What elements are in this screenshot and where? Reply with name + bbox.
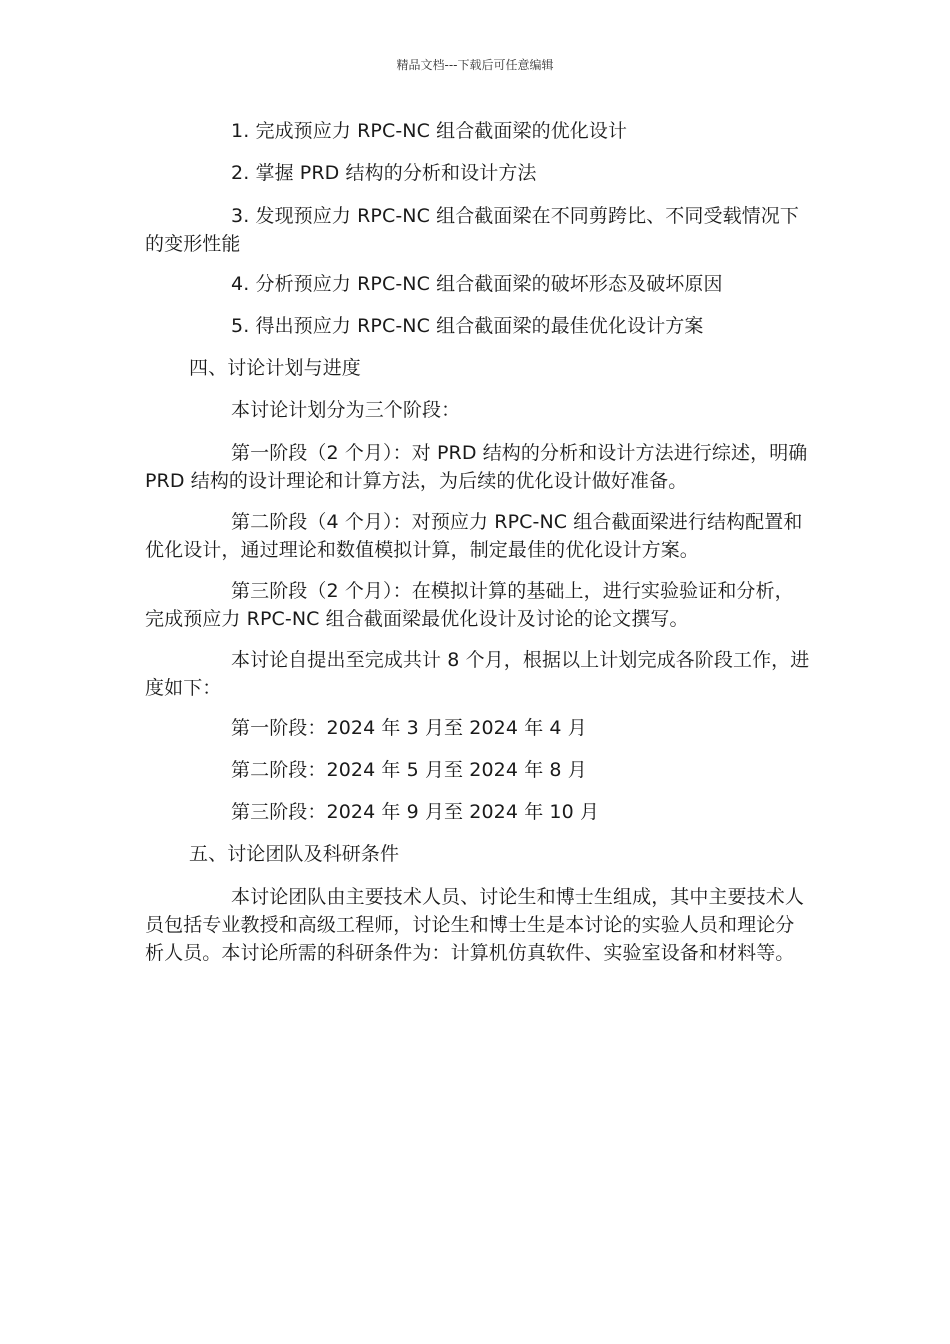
page-header: 精品文档---下载后可任意编辑 [396,58,554,72]
plan-intro: 本讨论计划分为三个阶段： [231,399,461,421]
schedule-stage-1: 第一阶段：2024 年 3 月至 2024 年 4 月 [231,717,587,739]
goal-item-4: 4. 分析预应力 RPC-NC 组合截面梁的破坏形态及破坏原因 [231,273,723,295]
schedule-stage-3: 第三阶段：2024 年 9 月至 2024 年 10 月 [231,801,600,823]
goal-item-5: 5. 得出预应力 RPC-NC 组合截面梁的最佳优化设计方案 [231,315,704,337]
document-body [145,118,810,980]
goal-item-2: 2. 掌握 PRD 结构的分析和设计方法 [231,162,537,184]
plan-stage-2: 第二阶段（4 个月）：对预应力 RPC-NC 组合截面梁进行结构配置和优化设计，通过理论和数值模拟计算，制定最佳的优化设计方案。 [145,511,803,561]
section-heading-team: 五、讨论团队及科研条件 [189,843,400,865]
plan-stage-3: 第三阶段（2 个月）：在模拟计算的基础上，进行实验验证和分析，完成预应力 RPC-NC 组合截面梁最优化设计及讨论的论文撰写。 [145,580,794,630]
section-heading-plan: 四、讨论计划与进度 [189,357,361,379]
schedule-stage-2: 第二阶段：2024 年 5 月至 2024 年 8 月 [231,759,587,781]
schedule-intro: 本讨论自提出至完成共计 8 个月，根据以上计划完成各阶段工作，进度如下： [145,649,810,699]
team-description: 本讨论团队由主要技术人员、讨论生和博士生组成，其中主要技术人员包括专业教授和高级工程师，讨论生和博士生是本讨论的实验人员和理论分析人员。本讨论所需的科研条件为：计算机仿真软件、实验室设备和材料等。 [145,886,805,964]
goal-item-3: 3. 发现预应力 RPC-NC 组合截面梁在不同剪跨比、不同受载情况下的变形性能 [145,205,800,255]
goal-item-1: 1. 完成预应力 RPC-NC 组合截面梁的优化设计 [231,120,628,142]
plan-stage-1: 第一阶段（2 个月）：对 PRD 结构的分析和设计方法进行综述，明确 PRD 结构的设计理论和计算方法，为后续的优化设计做好准备。 [145,442,808,492]
